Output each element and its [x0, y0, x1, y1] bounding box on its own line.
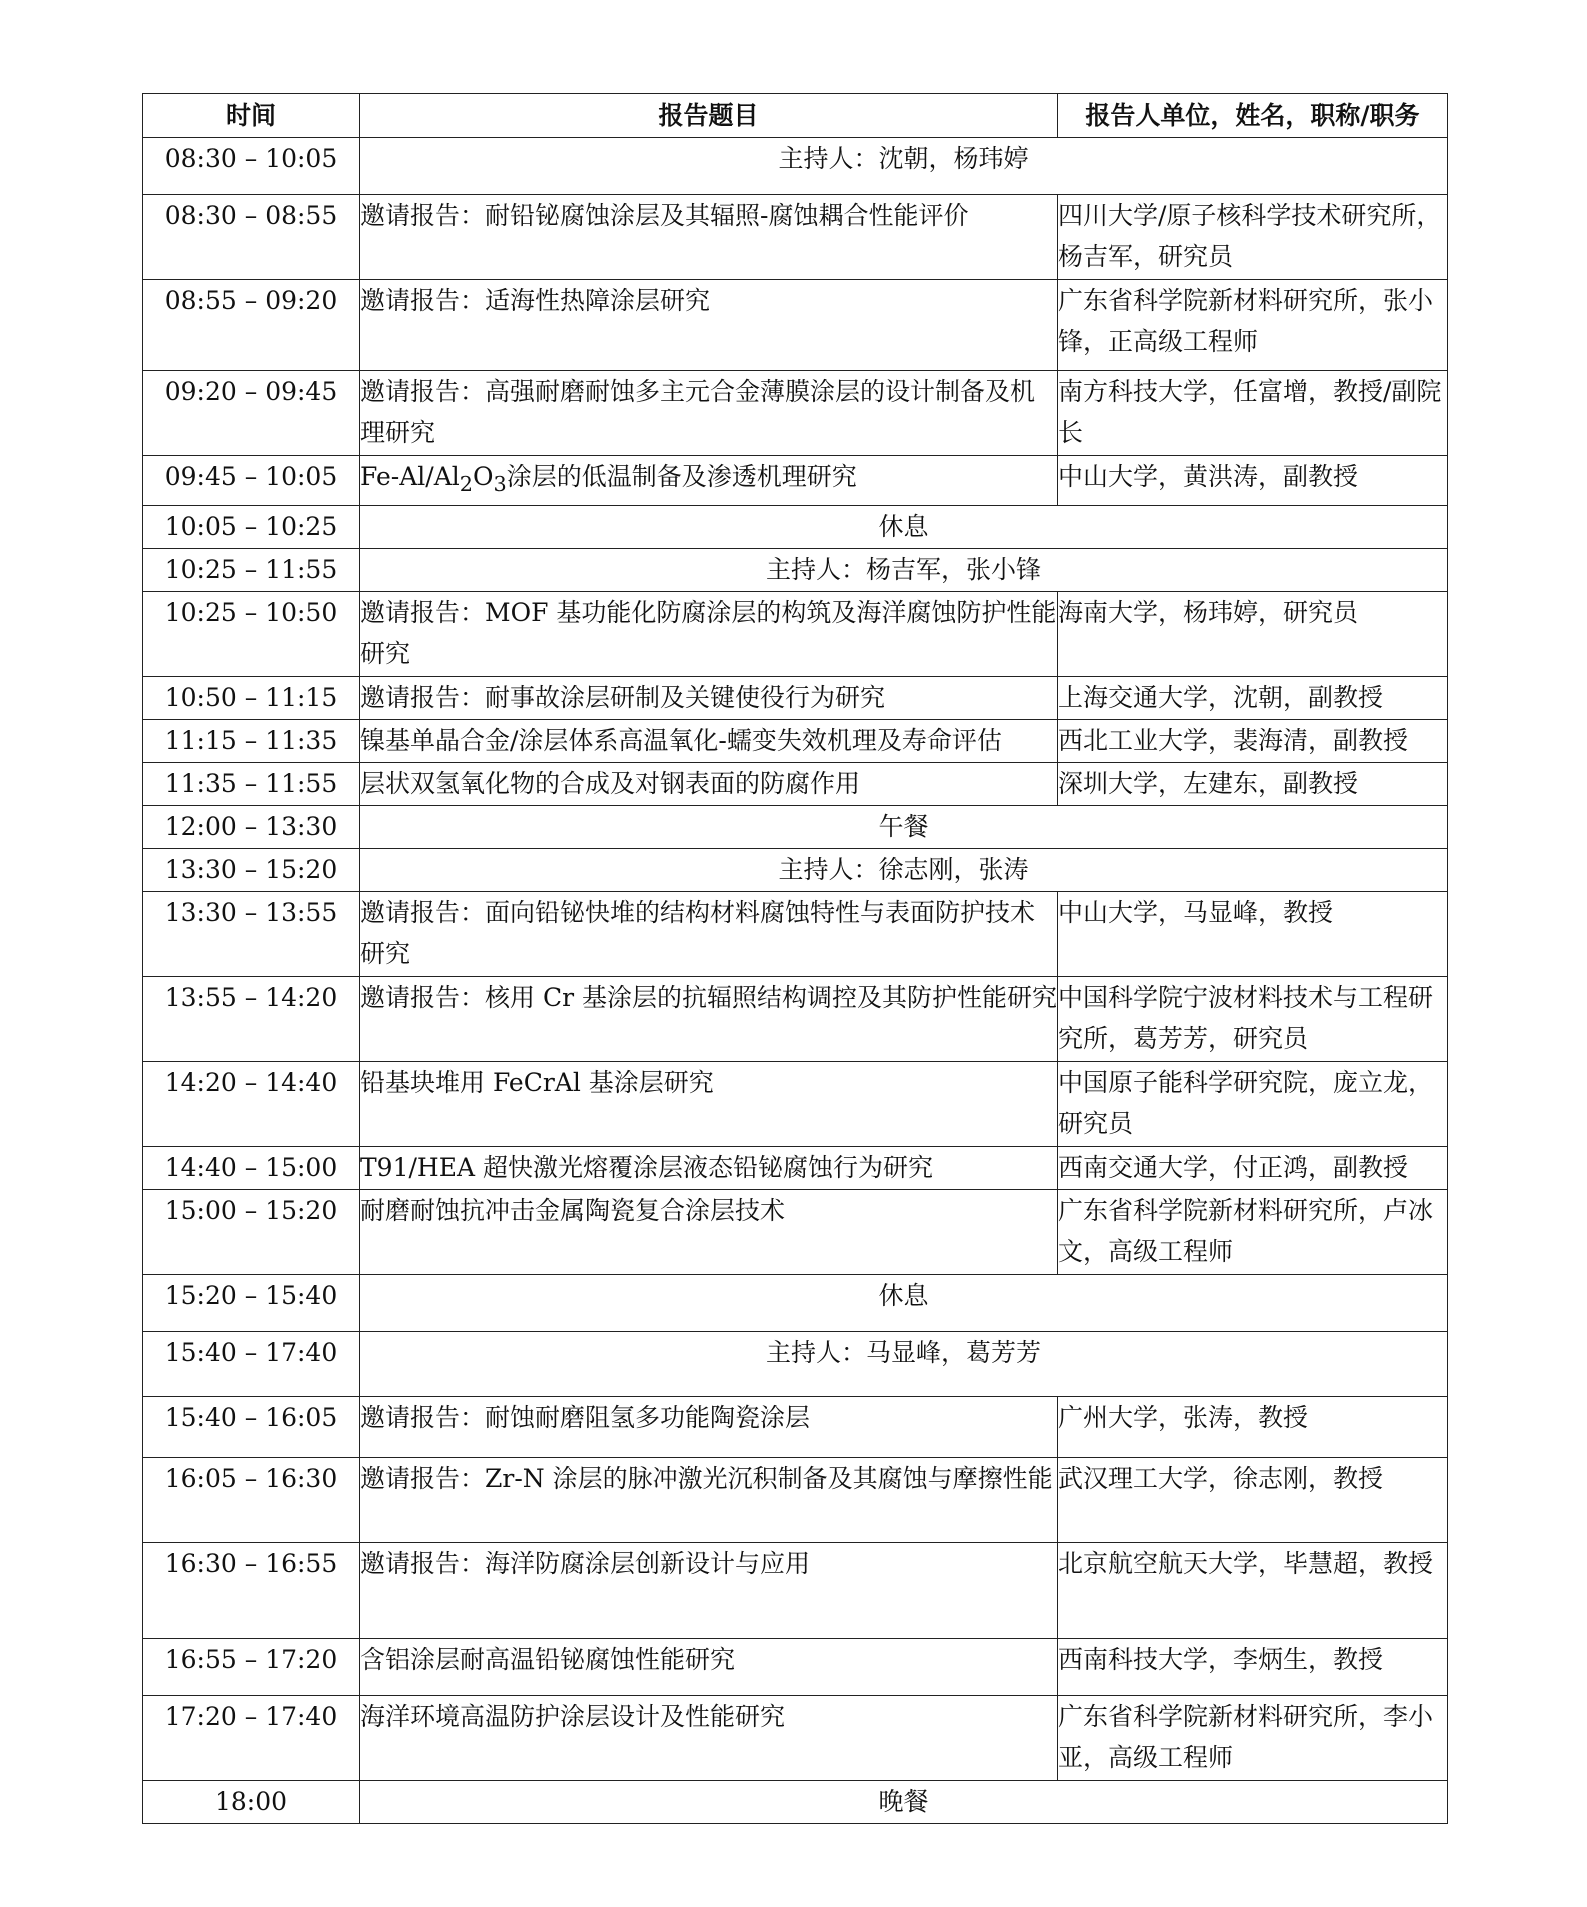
schedule-table	[142, 93, 1448, 1824]
speaker-cell: 深圳大学，左建东，副教授	[1058, 763, 1448, 806]
topic-prefix: Fe-Al/Al	[360, 462, 460, 491]
time-cell: 13:30 – 15:20	[143, 849, 360, 892]
subscript-3: 3	[493, 472, 507, 496]
topic-cell: 镍基单晶合金/涂层体系高温氧化-蠕变失效机理及寿命评估	[360, 720, 1058, 763]
table-row	[143, 677, 1448, 720]
topic-cell: 邀请报告：适海性热障涂层研究	[360, 280, 1058, 371]
time-cell: 08:30 – 08:55	[143, 195, 360, 280]
time-cell: 16:05 – 16:30	[143, 1458, 360, 1543]
topic-cell: 邀请报告：MOF 基功能化防腐涂层的构筑及海洋腐蚀防护性能研究	[360, 592, 1058, 677]
table-row	[143, 1543, 1448, 1639]
time-cell: 18:00	[143, 1781, 360, 1824]
table-row	[143, 1696, 1448, 1781]
break-row	[143, 506, 1448, 549]
time-cell: 10:25 – 10:50	[143, 592, 360, 677]
time-cell: 08:30 – 10:05	[143, 138, 360, 195]
subscript-2: 2	[459, 472, 474, 496]
time-cell: 17:20 – 17:40	[143, 1696, 360, 1781]
speaker-cell: 西北工业大学，裴海清，副教授	[1058, 720, 1448, 763]
speaker-cell: 中山大学，马显峰，教授	[1058, 892, 1448, 977]
table-row	[143, 892, 1448, 977]
time-cell: 14:40 – 15:00	[143, 1147, 360, 1190]
topic-cell: 邀请报告：核用 Cr 基涂层的抗辐照结构调控及其防护性能研究	[360, 977, 1058, 1062]
table-row	[143, 1639, 1448, 1696]
speaker-cell: 广州大学，张涛，教授	[1058, 1397, 1448, 1458]
meal-cell: 晚餐	[360, 1781, 1448, 1824]
speaker-cell: 四川大学/原子核科学技术研究所，杨吉军，研究员	[1058, 195, 1448, 280]
chair-cell: 主持人：徐志刚，张涛	[360, 849, 1448, 892]
speaker-cell: 广东省科学院新材料研究所，卢冰文，高级工程师	[1058, 1190, 1448, 1275]
meal-row	[143, 806, 1448, 849]
table-row	[143, 763, 1448, 806]
table-row	[143, 592, 1448, 677]
speaker-cell: 海南大学，杨玮婷，研究员	[1058, 592, 1448, 677]
speaker-cell: 西南交通大学，付正鸿，副教授	[1058, 1147, 1448, 1190]
table-row	[143, 280, 1448, 371]
time-cell: 08:55 – 09:20	[143, 280, 360, 371]
meal-row	[143, 1781, 1448, 1824]
topic-cell	[360, 456, 1058, 506]
topic-cell: 邀请报告：耐铅铋腐蚀涂层及其辐照-腐蚀耦合性能评价	[360, 195, 1058, 280]
topic-cell: 含铝涂层耐高温铅铋腐蚀性能研究	[360, 1639, 1058, 1696]
table-row	[143, 1458, 1448, 1543]
break-row	[143, 1275, 1448, 1332]
header-speaker: 报告人单位，姓名，职称/职务	[1058, 94, 1448, 138]
table-header-row	[143, 94, 1448, 138]
time-cell: 09:20 – 09:45	[143, 371, 360, 456]
time-cell: 10:50 – 11:15	[143, 677, 360, 720]
chair-cell: 主持人：沈朝，杨玮婷	[360, 138, 1448, 195]
table-row	[143, 1062, 1448, 1147]
topic-cell: 耐磨耐蚀抗冲击金属陶瓷复合涂层技术	[360, 1190, 1058, 1275]
time-cell: 11:35 – 11:55	[143, 763, 360, 806]
topic-cell: 铅基块堆用 FeCrAl 基涂层研究	[360, 1062, 1058, 1147]
speaker-cell: 中山大学，黄洪涛，副教授	[1058, 456, 1448, 506]
topic-cell: 邀请报告：高强耐磨耐蚀多主元合金薄膜涂层的设计制备及机理研究	[360, 371, 1058, 456]
topic-cell: 邀请报告：耐蚀耐磨阻氢多功能陶瓷涂层	[360, 1397, 1058, 1458]
table-row	[143, 195, 1448, 280]
speaker-cell: 武汉理工大学，徐志刚，教授	[1058, 1458, 1448, 1543]
table-row	[143, 371, 1448, 456]
topic-cell: 邀请报告：Zr-N 涂层的脉冲激光沉积制备及其腐蚀与摩擦性能	[360, 1458, 1058, 1543]
table-row	[143, 1190, 1448, 1275]
table-row	[143, 977, 1448, 1062]
topic-cell: 层状双氢氧化物的合成及对钢表面的防腐作用	[360, 763, 1058, 806]
speaker-cell: 西南科技大学，李炳生，教授	[1058, 1639, 1448, 1696]
time-cell: 16:30 – 16:55	[143, 1543, 360, 1639]
table-row	[143, 1397, 1448, 1458]
header-topic: 报告题目	[360, 94, 1058, 138]
speaker-cell: 中国原子能科学研究院，庞立龙，研究员	[1058, 1062, 1448, 1147]
chair-cell: 主持人：杨吉军，张小锋	[360, 549, 1448, 592]
speaker-cell: 上海交通大学，沈朝，副教授	[1058, 677, 1448, 720]
time-cell: 13:55 – 14:20	[143, 977, 360, 1062]
chair-cell: 主持人：马显峰，葛芳芳	[360, 1332, 1448, 1397]
speaker-cell: 广东省科学院新材料研究所，张小锋，正高级工程师	[1058, 280, 1448, 371]
topic-cell: 海洋环境高温防护涂层设计及性能研究	[360, 1696, 1058, 1781]
topic-cell: 邀请报告：海洋防腐涂层创新设计与应用	[360, 1543, 1058, 1639]
time-cell: 11:15 – 11:35	[143, 720, 360, 763]
header-time: 时间	[143, 94, 360, 138]
time-cell: 15:00 – 15:20	[143, 1190, 360, 1275]
chair-row	[143, 849, 1448, 892]
speaker-cell: 广东省科学院新材料研究所，李小亚，高级工程师	[1058, 1696, 1448, 1781]
topic-cell: 邀请报告：面向铅铋快堆的结构材料腐蚀特性与表面防护技术研究	[360, 892, 1058, 977]
topic-mid: O	[473, 462, 494, 491]
chair-row	[143, 1332, 1448, 1397]
time-cell: 15:20 – 15:40	[143, 1275, 360, 1332]
time-cell: 16:55 – 17:20	[143, 1639, 360, 1696]
speaker-cell: 北京航空航天大学，毕慧超，教授	[1058, 1543, 1448, 1639]
time-cell: 15:40 – 17:40	[143, 1332, 360, 1397]
meal-cell: 午餐	[360, 806, 1448, 849]
topic-cell: 邀请报告：耐事故涂层研制及关键使役行为研究	[360, 677, 1058, 720]
break-cell: 休息	[360, 506, 1448, 549]
table-row	[143, 720, 1448, 763]
time-cell: 12:00 – 13:30	[143, 806, 360, 849]
topic-suffix: 涂层的低温制备及渗透机理研究	[506, 462, 857, 491]
chair-row	[143, 138, 1448, 195]
break-cell: 休息	[360, 1275, 1448, 1332]
time-cell: 15:40 – 16:05	[143, 1397, 360, 1458]
table-row	[143, 456, 1448, 506]
time-cell: 13:30 – 13:55	[143, 892, 360, 977]
table-row	[143, 1147, 1448, 1190]
speaker-cell: 中国科学院宁波材料技术与工程研究所，葛芳芳，研究员	[1058, 977, 1448, 1062]
time-cell: 14:20 – 14:40	[143, 1062, 360, 1147]
chair-row	[143, 549, 1448, 592]
time-cell: 10:25 – 11:55	[143, 549, 360, 592]
topic-cell: T91/HEA 超快激光熔覆涂层液态铅铋腐蚀行为研究	[360, 1147, 1058, 1190]
time-cell: 09:45 – 10:05	[143, 456, 360, 506]
time-cell: 10:05 – 10:25	[143, 506, 360, 549]
speaker-cell: 南方科技大学，任富增，教授/副院长	[1058, 371, 1448, 456]
